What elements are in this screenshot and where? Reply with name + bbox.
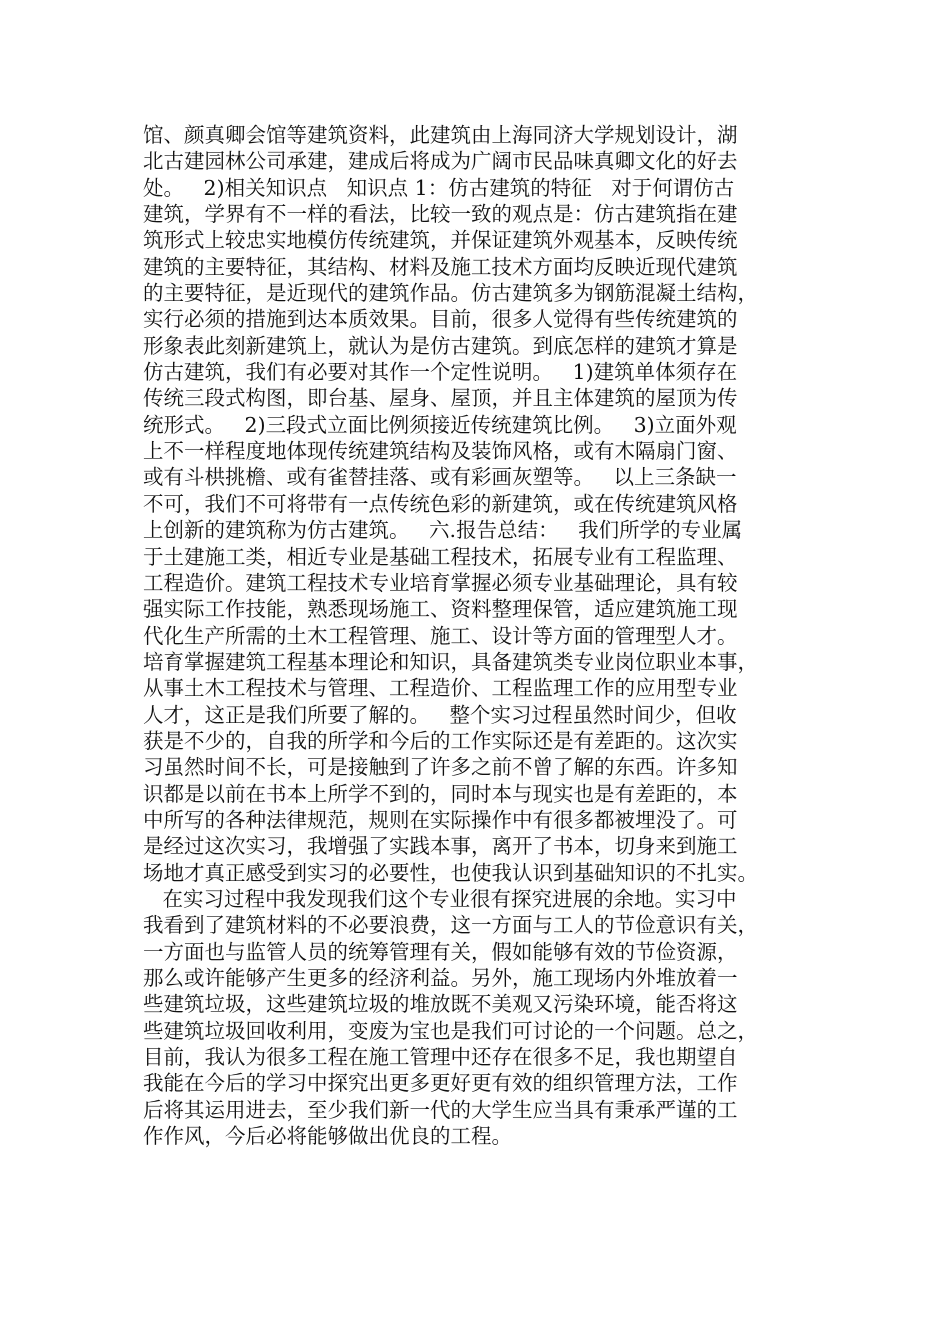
text-line: 习虽然时间不长，可是接触到了许多之前不曾了解的东西。许多知	[143, 755, 738, 780]
text-line: 从事土木工程技术与管理、工程造价、工程监理工作的应用型专业	[143, 676, 738, 701]
text-line: 馆、颜真卿会馆等建筑资料，此建筑由上海同济大学规划设计，湖	[143, 123, 738, 147]
text-line: 后将其运用进去，至少我们新一代的大学生应当具有秉承严谨的工	[143, 1097, 738, 1122]
text-line: 我能在今后的学习中探究出更多更好更有效的组织管理方法，工作	[143, 1071, 738, 1096]
text-line: 作作风，今后必将能够做出优良的工程。	[143, 1124, 512, 1149]
text-line: 一方面也与监管人员的统筹管理有关，假如能够有效的节俭资源，	[143, 939, 738, 964]
text-line: 处。 2)相关知识点 知识点 1：仿古建筑的特征 对于何谓仿古	[143, 175, 735, 200]
text-line: 些建筑垃圾，这些建筑垃圾的堆放既不美观又污染环境，能否将这	[143, 992, 738, 1017]
text-line: 仿古建筑，我们有必要对其作一个定性说明。 1)建筑单体须存在	[143, 360, 738, 385]
text-line: 工程造价。建筑工程技术专业培育掌握必须专业基础理论，具有较	[143, 570, 738, 595]
text-line: 在实习过程中我发现我们这个专业很有探究进展的余地。实习中	[143, 886, 737, 911]
text-line: 或有斗栱挑檐、或有雀替挂落、或有彩画灰塑等。 以上三条缺一	[143, 465, 737, 490]
text-line: 代化生产所需的土木工程管理、施工、设计等方面的管理型人才。	[143, 623, 738, 648]
text-line: 那么或许能够产生更多的经济利益。另外，施工现场内外堆放着一	[143, 966, 738, 990]
text-line: 的主要特征，是近现代的建筑作品。仿古建筑多为钢筋混凝土结构，	[143, 281, 758, 306]
text-line: 传统三段式构图，即台基、屋身、屋顶，并且主体建筑的屋顶为传	[143, 386, 738, 411]
text-line: 些建筑垃圾回收利用，变废为宝也是我们可讨论的一个问题。总之，	[143, 1018, 758, 1043]
text-line: 建筑的主要特征，其结构、材料及施工技术方面均反映近现代建筑	[143, 254, 738, 279]
text-line: 强实际工作技能，熟悉现场施工、资料整理保管，适应建筑施工现	[143, 597, 738, 622]
text-line: 是经过这次实习，我增强了实践本事，离开了书本，切身来到施工	[143, 834, 738, 859]
text-line: 筑形式上较忠实地模仿传统建筑，并保证建筑外观基本，反映传统	[143, 228, 738, 253]
text-line: 我看到了建筑材料的不必要浪费，这一方面与工人的节俭意识有关，	[143, 913, 758, 938]
text-line: 实行必须的措施到达本质效果。目前，很多人觉得有些传统建筑的	[143, 307, 738, 332]
text-line: 中所写的各种法律规范，规则在实际操作中有很多都被埋没了。可	[143, 807, 738, 832]
text-line: 培育掌握建筑工程基本理论和知识，具备建筑类专业岗位职业本事，	[143, 649, 758, 674]
text-line: 人才，这正是我们所要了解的。 整个实习过程虽然时间少，但收	[143, 702, 737, 727]
text-line: 场地才真正感受到实习的必要性，也使我认识到基础知识的不扎实。	[143, 860, 758, 885]
text-line: 建筑，学界有不一样的看法，比较一致的观点是：仿古建筑指在建	[143, 202, 738, 227]
text-line: 上创新的建筑称为仿古建筑。 六.报告总结： 我们所学的专业属	[143, 518, 743, 543]
text-line: 目前，我认为很多工程在施工管理中还存在很多不足，我也期望自	[143, 1045, 738, 1070]
text-line: 获是不少的，自我的所学和今后的工作实际还是有差距的。这次实	[143, 728, 738, 753]
text-line: 不可，我们不可将带有一点传统色彩的新建筑，或在传统建筑风格	[143, 491, 738, 516]
text-line: 北古建园林公司承建，建成后将成为广阔市民品味真卿文化的好去	[143, 149, 738, 174]
text-line: 识都是以前在书本上所学不到的，同时本与现实也是有差距的，本	[143, 781, 738, 806]
text-line: 统形式。 2)三段式立面比例须接近传统建筑比例。 3)立面外观	[143, 412, 737, 437]
body-text	[143, 122, 811, 1149]
text-line: 形象表此刻新建筑上，就认为是仿古建筑。到底怎样的建筑才算是	[143, 333, 738, 358]
text-line: 于土建施工类，相近专业是基础工程技术，拓展专业有工程监理、	[143, 544, 738, 569]
text-line: 上不一样程度地体现传统建筑结构及装饰风格，或有木隔扇门窗、	[143, 439, 738, 464]
